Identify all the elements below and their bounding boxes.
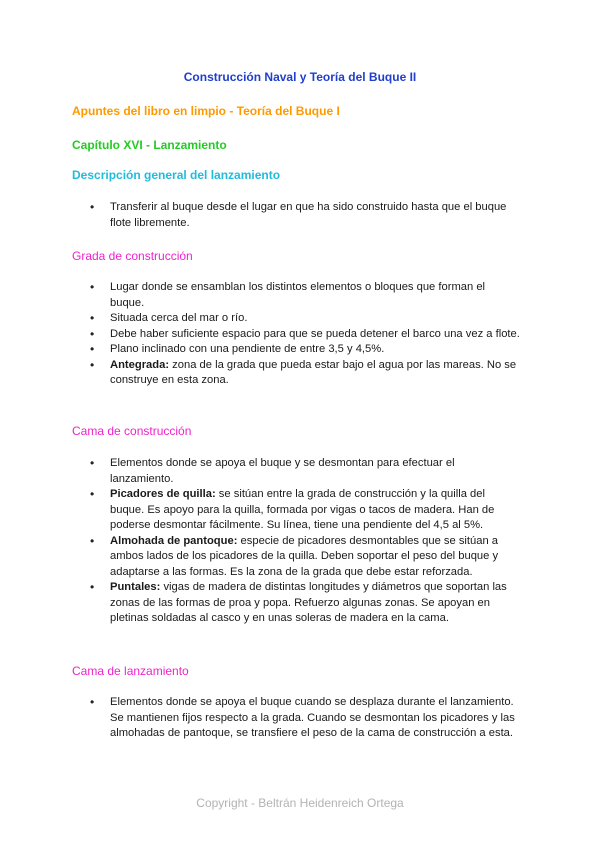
term-antegrada: Antegrada: (110, 358, 170, 371)
definition-picadores: se sitúan entre la grada de construcción y la quilla del buque. Es apoyo para la quilla, formada por vigas o tacos de madera. Han de poderse desmontar fácilmente. Su línea, tiene una pendiente del 4,5 al 5%. (110, 488, 495, 531)
term-almohada: Almohada de pantoque: (110, 534, 238, 547)
list-item: • Elementos donde se apoya el buque y se desmontan para efectuar el lanzamiento. (90, 456, 520, 487)
grada-list (90, 280, 520, 389)
section-heading-cama-construccion: Cama de construcción (72, 424, 192, 438)
term-picadores: Picadores de quilla: (110, 488, 216, 500)
general-list (90, 200, 520, 231)
term-puntales: Puntales: (110, 581, 161, 593)
copyright-footer: Copyright - Beltrán Heidenreich Ortega (196, 796, 404, 810)
list-item: • Lugar donde se ensamblan los distintos elementos o bloques que forman el buque. (90, 280, 520, 311)
list-item: • Situada cerca del mar o río. (90, 311, 520, 327)
list-item: • Elementos donde se apoya el buque cuando se desplaza durante el lanzamiento. Se mantienen fijos respecto a la grada. Cuando se desmontan los picadores y las almohadas de pantoque, se transfiere el peso de la cama de construcción a esta. (90, 695, 520, 742)
list-item: • Debe haber suficiente espacio para que se pueda detener el barco una vez a flote. (90, 327, 520, 343)
cama-construccion-list (90, 456, 520, 627)
document-title: Construcción Naval y Teoría del Buque II (183, 70, 417, 84)
list-item-puntales (90, 580, 520, 627)
cama-lanzamiento-list (90, 695, 520, 742)
list-item: • Plano inclinado con una pendiente de entre 3,5 y 4,5%. (90, 342, 520, 358)
list-item-almohada (90, 534, 520, 581)
list-item: • Transferir al buque desde el lugar en que ha sido construido hasta que el buque flote libremente. (90, 200, 520, 231)
definition-almohada: especie de picadores desmontables que se sitúan a ambos lados de los picadores de la quilla. Deben soportar el peso del buque y adaptarse a las formas. Es la zona de la grada que debe estar reforzada. (110, 534, 499, 578)
definition-puntales: vigas de madera de distintas longitudes y diámetros que soportan las zonas de las formas de proa y popa. Refuerzo algunas zonas. Se apoyan en pletinas soldadas al casco y en unas soleras de madera en la cama. (110, 581, 507, 624)
list-item-antegrada (90, 358, 520, 389)
chapter-heading: Capítulo XVI - Lanzamiento (72, 138, 227, 152)
definition-antegrada: zona de la grada que pueda estar bajo el agua por las mareas. No se construye en esta zona. (110, 358, 517, 386)
list-item-picadores (90, 487, 520, 534)
section-heading-general: Descripción general del lanzamiento (72, 168, 281, 182)
subtitle: Apuntes del libro en limpio - Teoría del Buque I (72, 104, 340, 118)
section-heading-cama-lanzamiento: Cama de lanzamiento (72, 664, 189, 678)
section-heading-grada: Grada de construcción (72, 249, 193, 263)
